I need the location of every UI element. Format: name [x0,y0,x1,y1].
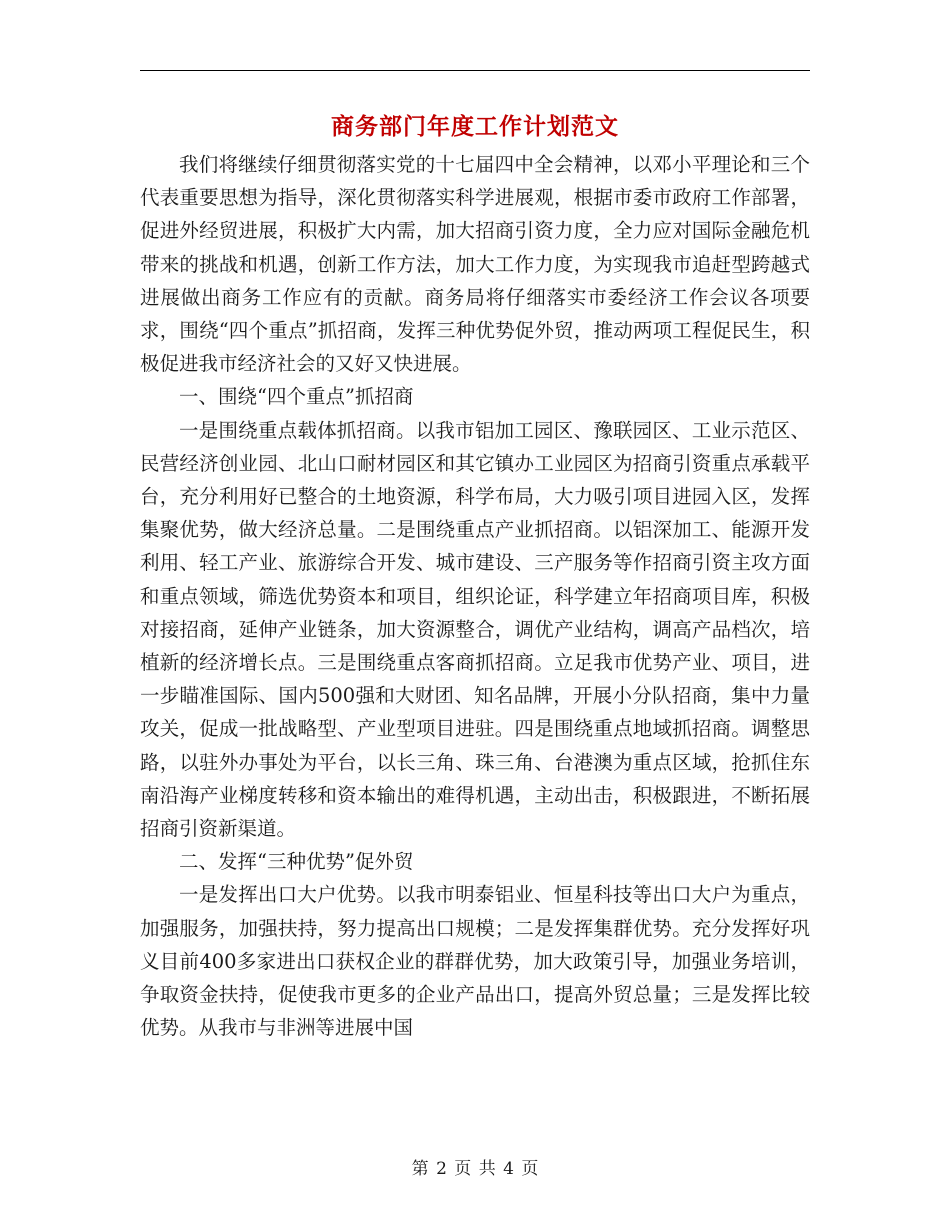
paragraph-investment: 一是围绕重点载体抓招商。以我市铝加工园区、豫联园区、工业示范区、民营经济创业园、北山口耐材园区和其它镇办工业园区为招商引资重点承载平台，充分利用好已整合的土地资源，科学布局，大力吸引项目进园入区，发挥集聚优势，做大经济总量。二是围绕重点产业抓招商。以铝深加工、能源开发利用、轻工产业、旅游综合开发、城市建设、三产服务等作招商引资主攻方面和重点领域，筛选优势资本和项目，组织论证，科学建立年招商项目库，积极对接招商，延伸产业链条，加大资源整合，调优产业结构，调高产品档次，培植新的经济增长点。三是围绕重点客商抓招商。立足我市优势产业、项目，进一步瞄准国际、国内500强和大财团、知名品牌，开展小分队招商，集中力量攻关，促成一批战略型、产业型项目进驻。四是围绕重点地域抓招商。调整思路，以驻外办事处为平台，以长三角、珠三角、台港澳为重点区域，抢抓住东南沿海产业梯度转移和资本输出的难得机遇，主动出击，积极跟进，不断拓展招商引资新渠道。 [140,418,810,841]
header-rule [140,70,810,71]
document-body [140,148,810,1044]
section-heading-1: 一、围绕“四个重点”抓招商 [179,385,414,409]
paragraph-intro: 我们将继续仔细贯彻落实党的十七届四中全会精神，以邓小平理论和三个代表重要思想为指导，深化贯彻落实科学进展观，根据市委市政府工作部署，促进外经贸进展，积极扩大内需，加大招商引资力度，全力应对国际金融危机带来的挑战和机遇，创新工作方法，加大工作力度，为实现我市追赶型跨越式进展做出商务工作应有的贡献。商务局将仔细落实市委经济工作会议各项要求，围绕“四个重点”抓招商，发挥三种优势促外贸，推动两项工程促民生，积极促进我市经济社会的又好又快进展。 [140,153,810,376]
page-footer: 第 2 页 共 4 页 [411,1159,539,1179]
paragraph-trade: 一是发挥出口大户优势。以我市明泰铝业、恒星科技等出口大户为重点，加强服务，加强扶持，努力提高出口规模；二是发挥集群优势。充分发挥好巩义目前400多家进出口获权企业的群群优势，加大政策引导，加强业务培训，争取资金扶持，促使我市更多的企业产品出口，提高外贸总量；三是发挥比较优势。从我市与非洲等进展中国 [140,883,810,1040]
document-title: 商务部门年度工作计划范文 [331,113,619,140]
section-heading-2: 二、发挥“三种优势”促外贸 [179,850,414,874]
